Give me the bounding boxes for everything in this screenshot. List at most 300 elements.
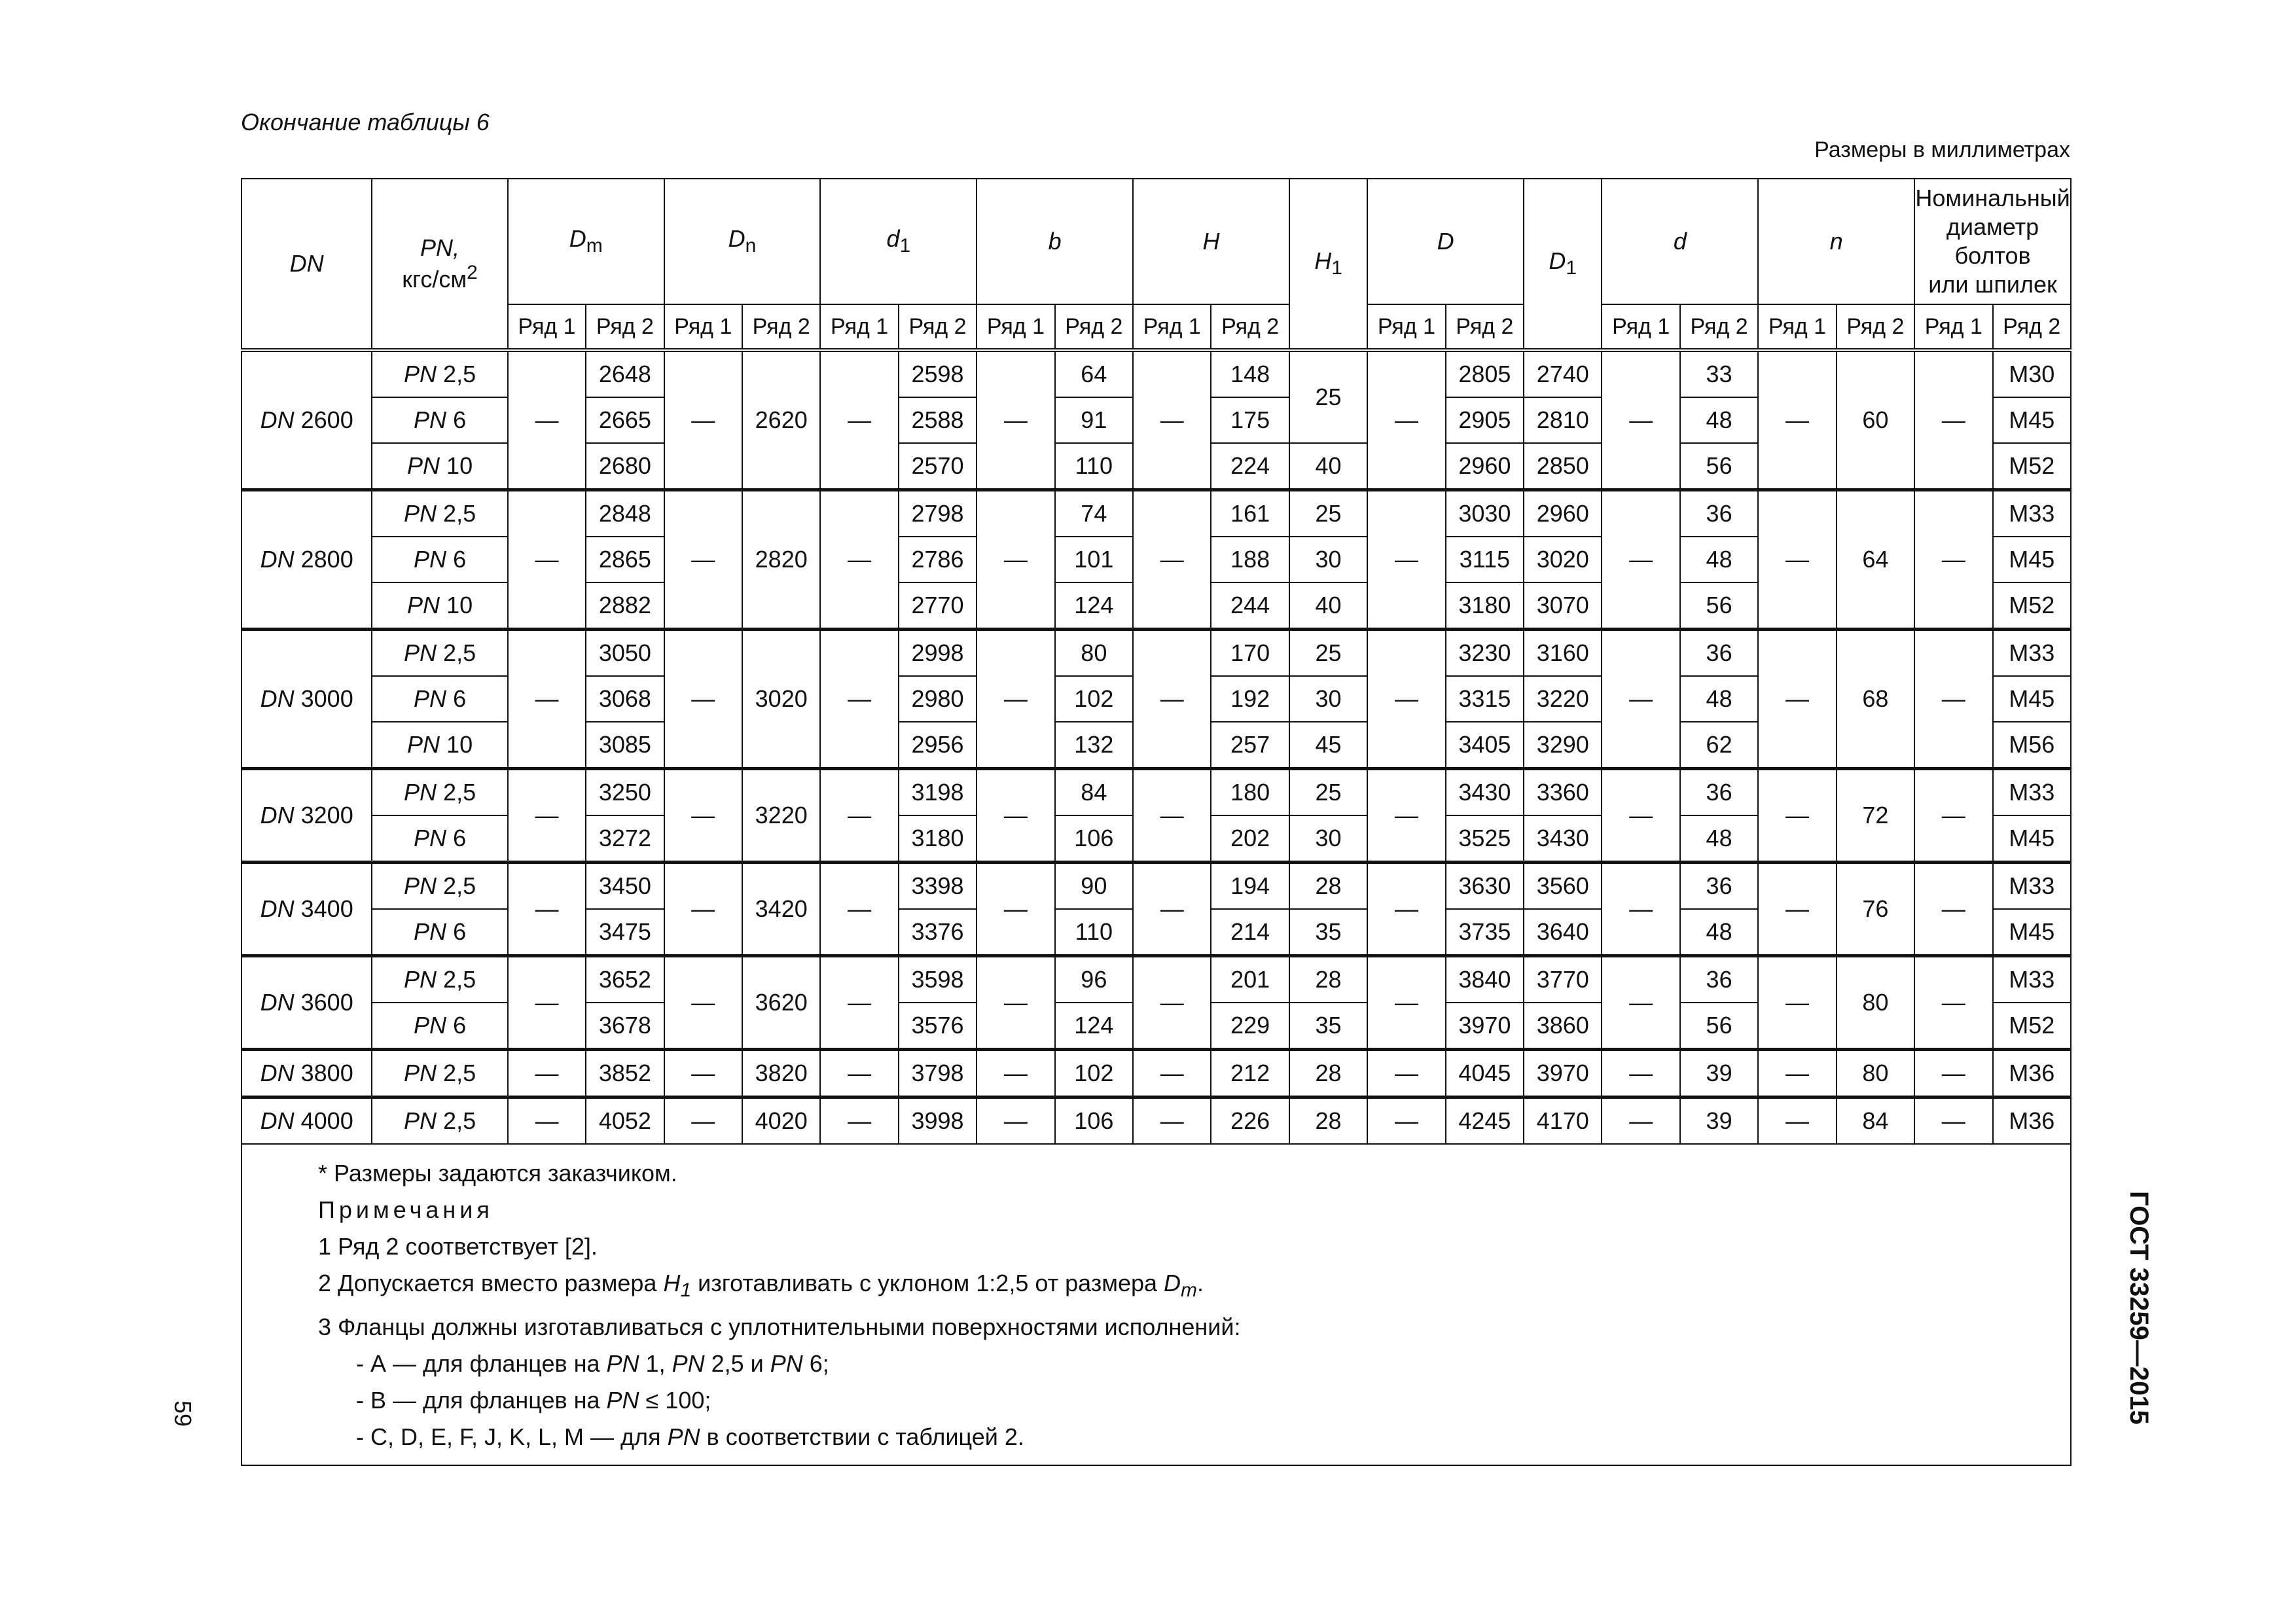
cell-dash: — xyxy=(664,490,742,630)
cell-d-outer: 3735 xyxy=(1446,909,1524,956)
cell-bolt: M33 xyxy=(1993,863,2072,910)
cell-pn: PN 2,5 xyxy=(372,1050,507,1097)
cell-d-hole: 62 xyxy=(1680,722,1758,769)
cell-d-hole: 48 xyxy=(1680,397,1758,443)
cell-dash: — xyxy=(977,863,1054,956)
header-h1: $H_1$ xyxy=(1289,179,1367,350)
cell-d1: 2598 xyxy=(899,350,977,397)
cell-dash: — xyxy=(664,1097,742,1145)
cell-pn: PN 2,5 xyxy=(372,863,507,910)
header-row1: Ряд 1 xyxy=(820,304,898,350)
cell-dash: — xyxy=(508,630,586,769)
cell-h: 161 xyxy=(1211,490,1289,537)
cell-dn: DN 2600 xyxy=(242,350,372,490)
header-h: H xyxy=(1133,179,1289,304)
cell-n: 60 xyxy=(1837,350,1914,490)
cell-dash: — xyxy=(1133,956,1211,1050)
cell-b: 84 xyxy=(1055,769,1133,816)
cell-d1: 2570 xyxy=(899,443,977,490)
cell-dash: — xyxy=(977,1097,1054,1145)
cell-pn: PN 2,5 xyxy=(372,769,507,816)
cell-bolt: M52 xyxy=(1993,1003,2072,1050)
cell-h1: 28 xyxy=(1289,1050,1367,1097)
cell-h: 201 xyxy=(1211,956,1289,1003)
cell-dm: 2648 xyxy=(586,350,664,397)
cell-d-hole: 36 xyxy=(1680,863,1758,910)
note-3-c: - С, D, Е, F, J, K, L, М — для PN в соответствии с таблицей 2. xyxy=(356,1423,1024,1451)
cell-dash: — xyxy=(1914,863,1992,956)
cell-dash: — xyxy=(1914,1097,1992,1145)
cell-h: 192 xyxy=(1211,676,1289,722)
cell-h1: 28 xyxy=(1289,956,1367,1003)
header-d-outer: D xyxy=(1367,179,1524,304)
cell-dn: DN 3200 xyxy=(242,769,372,863)
cell-d-hole: 39 xyxy=(1680,1097,1758,1145)
flange-dimensions-table xyxy=(241,178,2072,1466)
cell-d1: 3598 xyxy=(899,956,977,1003)
cell-dm: 2865 xyxy=(586,537,664,582)
cell-d1-outer: 4170 xyxy=(1524,1097,1602,1145)
cell-n: 80 xyxy=(1837,956,1914,1050)
cell-dm: 2848 xyxy=(586,490,664,537)
cell-b: 96 xyxy=(1055,956,1133,1003)
cell-h: 188 xyxy=(1211,537,1289,582)
cell-d1-outer: 2960 xyxy=(1524,490,1602,537)
cell-d-outer: 3115 xyxy=(1446,537,1524,582)
cell-d1: 2786 xyxy=(899,537,977,582)
document-code: ГОСТ 33259—2015 xyxy=(2125,1191,2153,1425)
cell-dn-size: 4020 xyxy=(742,1097,820,1145)
cell-d-hole: 56 xyxy=(1680,443,1758,490)
cell-h: 226 xyxy=(1211,1097,1289,1145)
cell-dash: — xyxy=(977,769,1054,863)
cell-dash: — xyxy=(1602,1097,1679,1145)
cell-d-hole: 36 xyxy=(1680,769,1758,816)
cell-h: 214 xyxy=(1211,909,1289,956)
cell-n: 68 xyxy=(1837,630,1914,769)
cell-h: 229 xyxy=(1211,1003,1289,1050)
cell-dash: — xyxy=(1367,956,1445,1050)
cell-b: 132 xyxy=(1055,722,1133,769)
table-row xyxy=(242,769,2071,816)
cell-pn: PN 10 xyxy=(372,582,507,630)
header-row1: Ряд 1 xyxy=(1133,304,1211,350)
cell-d1-outer: 3070 xyxy=(1524,582,1602,630)
header-row2: Ряд 2 xyxy=(1680,304,1758,350)
cell-pn: PN 10 xyxy=(372,722,507,769)
cell-d1-outer: 3020 xyxy=(1524,537,1602,582)
cell-d1: 3376 xyxy=(899,909,977,956)
cell-bolt: M33 xyxy=(1993,490,2072,537)
cell-h1: 30 xyxy=(1289,676,1367,722)
cell-dash: — xyxy=(1914,956,1992,1050)
cell-d-hole: 33 xyxy=(1680,350,1758,397)
cell-dm: 3085 xyxy=(586,722,664,769)
cell-h1: 30 xyxy=(1289,537,1367,582)
footnote: * Размеры задаются заказчиком. xyxy=(318,1160,677,1186)
cell-dn-size: 3220 xyxy=(742,769,820,863)
cell-d-outer: 3430 xyxy=(1446,769,1524,816)
cell-dm: 3272 xyxy=(586,815,664,863)
cell-dash: — xyxy=(664,630,742,769)
cell-bolt: M45 xyxy=(1993,676,2072,722)
cell-dn-size: 2620 xyxy=(742,350,820,490)
cell-d-outer: 3525 xyxy=(1446,815,1524,863)
header-b: b xyxy=(977,179,1133,304)
cell-dash: — xyxy=(1758,863,1836,956)
cell-d-outer: 2905 xyxy=(1446,397,1524,443)
cell-dash: — xyxy=(820,630,898,769)
cell-bolt: M52 xyxy=(1993,443,2072,490)
header-row2: Ряд 2 xyxy=(1837,304,1914,350)
cell-h1: 25 xyxy=(1289,630,1367,677)
cell-dash: — xyxy=(1133,863,1211,956)
cell-dash: — xyxy=(1914,630,1992,769)
cell-dn: DN 3000 xyxy=(242,630,372,769)
cell-dm: 3050 xyxy=(586,630,664,677)
table-body xyxy=(242,350,2071,1144)
cell-h1: 25 xyxy=(1289,350,1367,443)
cell-dm: 3652 xyxy=(586,956,664,1003)
cell-h: 244 xyxy=(1211,582,1289,630)
header-row1: Ряд 1 xyxy=(1758,304,1836,350)
cell-dash: — xyxy=(1367,630,1445,769)
cell-d-hole: 36 xyxy=(1680,630,1758,677)
cell-d1-outer: 3360 xyxy=(1524,769,1602,816)
cell-dash: — xyxy=(1758,630,1836,769)
cell-dash: — xyxy=(820,956,898,1050)
cell-dash: — xyxy=(820,863,898,956)
header-row1: Ряд 1 xyxy=(1914,304,1992,350)
table-row xyxy=(242,1050,2071,1097)
cell-d-hole: 56 xyxy=(1680,1003,1758,1050)
header-bolt-diameter: Номинальный диаметр болтов или шпилек xyxy=(1914,179,2071,304)
cell-pn: PN 2,5 xyxy=(372,350,507,397)
table-caption: Окончание таблицы 6 xyxy=(241,109,490,135)
cell-dash: — xyxy=(1133,490,1211,630)
cell-h1: 40 xyxy=(1289,443,1367,490)
cell-h: 212 xyxy=(1211,1050,1289,1097)
cell-bolt: M45 xyxy=(1993,397,2072,443)
cell-dash: — xyxy=(1367,769,1445,863)
cell-dash: — xyxy=(1133,769,1211,863)
cell-n: 64 xyxy=(1837,490,1914,630)
cell-d1: 3198 xyxy=(899,769,977,816)
cell-h1: 25 xyxy=(1289,490,1367,537)
cell-b: 91 xyxy=(1055,397,1133,443)
cell-bolt: M45 xyxy=(1993,909,2072,956)
cell-dash: — xyxy=(977,490,1054,630)
cell-dash: — xyxy=(1758,490,1836,630)
cell-dash: — xyxy=(1133,1050,1211,1097)
cell-b: 110 xyxy=(1055,443,1133,490)
cell-dn-size: 3820 xyxy=(742,1050,820,1097)
cell-n: 72 xyxy=(1837,769,1914,863)
cell-dm: 2665 xyxy=(586,397,664,443)
header-row1: Ряд 1 xyxy=(664,304,742,350)
cell-bolt: M33 xyxy=(1993,769,2072,816)
cell-dash: — xyxy=(1367,1050,1445,1097)
header-row2: Ряд 2 xyxy=(1993,304,2072,350)
cell-b: 106 xyxy=(1055,1097,1133,1145)
cell-dn-size: 3420 xyxy=(742,863,820,956)
cell-b: 90 xyxy=(1055,863,1133,910)
cell-dash: — xyxy=(820,350,898,490)
cell-dm: 3250 xyxy=(586,769,664,816)
cell-n: 84 xyxy=(1837,1097,1914,1145)
cell-d-outer: 3405 xyxy=(1446,722,1524,769)
header-row2: Ряд 2 xyxy=(742,304,820,350)
units-label: Размеры в миллиметрах xyxy=(1814,137,2070,162)
cell-dash: — xyxy=(1602,769,1679,863)
cell-h: 257 xyxy=(1211,722,1289,769)
cell-d-outer: 3970 xyxy=(1446,1003,1524,1050)
cell-bolt: M33 xyxy=(1993,630,2072,677)
cell-dash: — xyxy=(1602,863,1679,956)
cell-dm: 3678 xyxy=(586,1003,664,1050)
header-row2: Ряд 2 xyxy=(1055,304,1133,350)
cell-dash: — xyxy=(508,769,586,863)
cell-d1-outer: 3770 xyxy=(1524,956,1602,1003)
cell-b: 110 xyxy=(1055,909,1133,956)
header-d1-outer: $D_1$ xyxy=(1524,179,1602,350)
cell-pn: PN 6 xyxy=(372,537,507,582)
cell-d-outer: 3030 xyxy=(1446,490,1524,537)
note-1: 1 Ряд 2 соответствует [2]. xyxy=(318,1233,598,1260)
cell-dash: — xyxy=(664,863,742,956)
cell-d-hole: 48 xyxy=(1680,909,1758,956)
cell-dash: — xyxy=(977,1050,1054,1097)
cell-d1-outer: 3290 xyxy=(1524,722,1602,769)
cell-d1-outer: 3970 xyxy=(1524,1050,1602,1097)
header-row1: Ряд 1 xyxy=(508,304,586,350)
cell-h1: 35 xyxy=(1289,909,1367,956)
cell-d1: 3180 xyxy=(899,815,977,863)
cell-pn: PN 6 xyxy=(372,397,507,443)
cell-b: 124 xyxy=(1055,1003,1133,1050)
cell-h: 148 xyxy=(1211,350,1289,397)
cell-dn: DN 4000 xyxy=(242,1097,372,1145)
cell-dm: 3475 xyxy=(586,909,664,956)
cell-dash: — xyxy=(508,490,586,630)
cell-bolt: M36 xyxy=(1993,1050,2072,1097)
cell-b: 74 xyxy=(1055,490,1133,537)
cell-h1: 45 xyxy=(1289,722,1367,769)
cell-d1-outer: 3430 xyxy=(1524,815,1602,863)
cell-dash: — xyxy=(664,350,742,490)
cell-dash: — xyxy=(1602,630,1679,769)
cell-dash: — xyxy=(1602,1050,1679,1097)
cell-dash: — xyxy=(1367,1097,1445,1145)
cell-bolt: M52 xyxy=(1993,582,2072,630)
cell-d-outer: 3630 xyxy=(1446,863,1524,910)
cell-dash: — xyxy=(1602,956,1679,1050)
cell-dn: DN 2800 xyxy=(242,490,372,630)
cell-dash: — xyxy=(1914,350,1992,490)
notes-title: Примечания xyxy=(318,1196,493,1223)
cell-dash: — xyxy=(1758,1097,1836,1145)
cell-d1: 3398 xyxy=(899,863,977,910)
cell-pn: PN 6 xyxy=(372,909,507,956)
cell-pn: PN 2,5 xyxy=(372,956,507,1003)
cell-dash: — xyxy=(664,769,742,863)
cell-n: 76 xyxy=(1837,863,1914,956)
cell-dash: — xyxy=(977,630,1054,769)
cell-d-outer: 3230 xyxy=(1446,630,1524,677)
cell-dash: — xyxy=(508,350,586,490)
cell-b: 102 xyxy=(1055,1050,1133,1097)
cell-h: 224 xyxy=(1211,443,1289,490)
cell-d1-outer: 3220 xyxy=(1524,676,1602,722)
cell-dash: — xyxy=(1758,769,1836,863)
page-number: 59 xyxy=(170,1400,196,1427)
cell-d-hole: 36 xyxy=(1680,956,1758,1003)
cell-d-outer: 3315 xyxy=(1446,676,1524,722)
header-pn: PN, кгс/$см^2$ xyxy=(372,179,507,350)
cell-b: 106 xyxy=(1055,815,1133,863)
cell-h: 175 xyxy=(1211,397,1289,443)
table-notes xyxy=(241,1145,2072,1466)
cell-dash: — xyxy=(1602,490,1679,630)
cell-dash: — xyxy=(1367,863,1445,956)
header-row2: Ряд 2 xyxy=(1446,304,1524,350)
cell-dash: — xyxy=(664,1050,742,1097)
cell-d1-outer: 3560 xyxy=(1524,863,1602,910)
cell-n: 80 xyxy=(1837,1050,1914,1097)
cell-dash: — xyxy=(820,1050,898,1097)
cell-dash: — xyxy=(1133,1097,1211,1145)
cell-dash: — xyxy=(820,769,898,863)
cell-d1-outer: 2740 xyxy=(1524,350,1602,397)
table-row xyxy=(242,350,2071,397)
cell-d-outer: 2960 xyxy=(1446,443,1524,490)
cell-d1-outer: 3860 xyxy=(1524,1003,1602,1050)
cell-d-outer: 3840 xyxy=(1446,956,1524,1003)
cell-dash: — xyxy=(1758,1050,1836,1097)
table-row xyxy=(242,630,2071,677)
cell-dash: — xyxy=(1914,1050,1992,1097)
cell-d1: 2770 xyxy=(899,582,977,630)
cell-dn: DN 3600 xyxy=(242,956,372,1050)
cell-dn: DN 3800 xyxy=(242,1050,372,1097)
cell-d-hole: 48 xyxy=(1680,537,1758,582)
cell-d1-outer: 2810 xyxy=(1524,397,1602,443)
cell-dash: — xyxy=(820,1097,898,1145)
cell-dm: 3852 xyxy=(586,1050,664,1097)
cell-dash: — xyxy=(1914,490,1992,630)
header-row1: Ряд 1 xyxy=(1367,304,1445,350)
header-n: n xyxy=(1758,179,1914,304)
cell-dash: — xyxy=(820,490,898,630)
note-2: 2 Допускается вместо размера $H_1$ изготавливать с уклоном 1:2,5 от размера $D_m$. xyxy=(318,1270,1204,1302)
cell-d-hole: 39 xyxy=(1680,1050,1758,1097)
cell-dm: 4052 xyxy=(586,1097,664,1145)
note-3: 3 Фланцы должны изготавливаться с уплотнительными поверхностями исполнений: xyxy=(318,1313,1241,1341)
cell-dn: DN 3400 xyxy=(242,863,372,956)
cell-d-outer: 4245 xyxy=(1446,1097,1524,1145)
cell-pn: PN 6 xyxy=(372,1003,507,1050)
cell-h: 180 xyxy=(1211,769,1289,816)
cell-b: 80 xyxy=(1055,630,1133,677)
header-dn: DN xyxy=(242,179,372,350)
cell-dn-size: 3020 xyxy=(742,630,820,769)
cell-dash: — xyxy=(508,956,586,1050)
cell-dash: — xyxy=(664,956,742,1050)
cell-dash: — xyxy=(508,1050,586,1097)
cell-dash: — xyxy=(1758,350,1836,490)
cell-d1: 2588 xyxy=(899,397,977,443)
cell-h: 194 xyxy=(1211,863,1289,910)
cell-bolt: M36 xyxy=(1993,1097,2072,1145)
cell-bolt: M56 xyxy=(1993,722,2072,769)
cell-d1-outer: 2850 xyxy=(1524,443,1602,490)
cell-d-hole: 48 xyxy=(1680,815,1758,863)
cell-h1: 30 xyxy=(1289,815,1367,863)
header-row2: Ряд 2 xyxy=(899,304,977,350)
table-row xyxy=(242,863,2071,910)
cell-dash: — xyxy=(1133,350,1211,490)
cell-d-outer: 2805 xyxy=(1446,350,1524,397)
cell-h: 202 xyxy=(1211,815,1289,863)
header-dn-col: $D_n$ xyxy=(664,179,821,304)
cell-pn: PN 6 xyxy=(372,676,507,722)
cell-dash: — xyxy=(508,1097,586,1145)
table-row xyxy=(242,1097,2071,1145)
header-d-hole: d xyxy=(1602,179,1758,304)
cell-b: 101 xyxy=(1055,537,1133,582)
cell-dash: — xyxy=(1367,350,1445,490)
cell-d-hole: 36 xyxy=(1680,490,1758,537)
cell-dash: — xyxy=(977,350,1054,490)
cell-bolt: M33 xyxy=(1993,956,2072,1003)
cell-d1-outer: 3160 xyxy=(1524,630,1602,677)
cell-b: 64 xyxy=(1055,350,1133,397)
table-row xyxy=(242,490,2071,537)
note-3-a: - А — для фланцев на PN 1, PN 2,5 и PN 6; xyxy=(356,1350,829,1378)
cell-dm: 3068 xyxy=(586,676,664,722)
cell-d1: 2980 xyxy=(899,676,977,722)
cell-d1-outer: 3640 xyxy=(1524,909,1602,956)
header-dm: $D_m$ xyxy=(508,179,664,304)
cell-d1: 3998 xyxy=(899,1097,977,1145)
cell-dn-size: 2820 xyxy=(742,490,820,630)
cell-d1: 3798 xyxy=(899,1050,977,1097)
cell-bolt: M30 xyxy=(1993,350,2072,397)
cell-dash: — xyxy=(1914,769,1992,863)
cell-h1: 25 xyxy=(1289,769,1367,816)
header-row1: Ряд 1 xyxy=(977,304,1054,350)
cell-h1: 35 xyxy=(1289,1003,1367,1050)
cell-dash: — xyxy=(977,956,1054,1050)
cell-d-hole: 56 xyxy=(1680,582,1758,630)
cell-b: 124 xyxy=(1055,582,1133,630)
cell-dash: — xyxy=(1758,956,1836,1050)
cell-b: 102 xyxy=(1055,676,1133,722)
cell-dash: — xyxy=(1133,630,1211,769)
cell-d-outer: 3180 xyxy=(1446,582,1524,630)
header-row2: Ряд 2 xyxy=(586,304,664,350)
header-row2: Ряд 2 xyxy=(1211,304,1289,350)
cell-dm: 2882 xyxy=(586,582,664,630)
cell-d1: 3576 xyxy=(899,1003,977,1050)
cell-h1: 28 xyxy=(1289,863,1367,910)
cell-dn-size: 3620 xyxy=(742,956,820,1050)
table-row xyxy=(242,956,2071,1003)
cell-h1: 28 xyxy=(1289,1097,1367,1145)
cell-pn: PN 2,5 xyxy=(372,490,507,537)
header-row1: Ряд 1 xyxy=(1602,304,1679,350)
cell-pn: PN 2,5 xyxy=(372,630,507,677)
